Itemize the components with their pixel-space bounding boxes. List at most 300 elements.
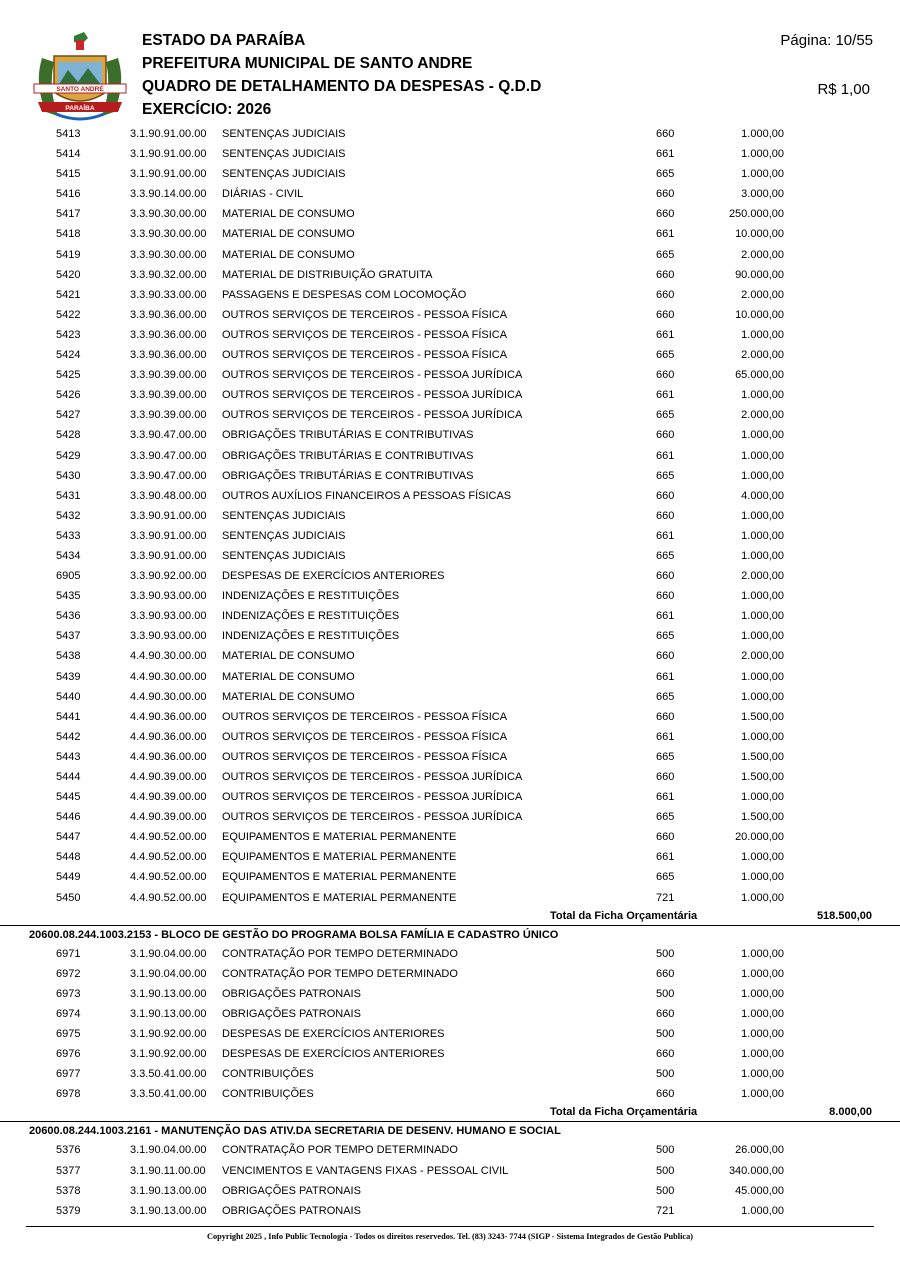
resource-source: 660	[656, 771, 675, 783]
expense-value: 90.000,00	[735, 268, 784, 281]
table-row	[0, 787, 900, 807]
resource-source: 660	[656, 429, 675, 442]
budget-section-heading	[0, 1122, 900, 1140]
expense-description: EQUIPAMENTOS E MATERIAL PERMANENTE	[222, 871, 457, 884]
resource-source: 660	[656, 570, 675, 583]
resource-source: 661	[656, 730, 675, 743]
expense-code: 3.3.90.92.00.00	[130, 570, 207, 583]
expense-value: 1.000,00	[741, 1204, 784, 1217]
expense-code: 3.3.90.30.00.00	[130, 208, 207, 221]
expense-value: 1.000,00	[741, 871, 784, 884]
expense-code: 3.3.50.41.00.00	[130, 1068, 207, 1081]
expense-description: EQUIPAMENTOS E MATERIAL PERMANENTE	[222, 851, 457, 864]
expense-value: 20.000,00	[735, 831, 784, 844]
expense-id: 5440	[56, 690, 81, 703]
expense-value: 1.000,00	[741, 168, 784, 181]
resource-source: 665	[656, 349, 675, 362]
table-row	[0, 224, 900, 244]
table-row	[0, 1084, 900, 1104]
expense-value: 1.000,00	[741, 1007, 784, 1020]
report-header	[0, 0, 900, 125]
table-row	[0, 646, 900, 666]
expense-value: 1.000,00	[741, 947, 784, 960]
expense-description: SENTENÇAS JUDICIAIS	[222, 148, 346, 161]
expense-value: 250.000,00	[728, 208, 784, 221]
expense-code: 3.3.90.91.00.00	[130, 529, 207, 542]
expense-value: 2.000,00	[741, 349, 784, 362]
expense-description: SENTENÇAS JUDICIAIS	[222, 529, 346, 542]
resource-source: 660	[656, 128, 675, 140]
expense-code: 3.3.90.47.00.00	[130, 449, 207, 462]
table-row	[0, 164, 900, 184]
expense-code: 3.3.90.36.00.00	[130, 328, 207, 341]
expense-code: 3.1.90.91.00.00	[130, 128, 207, 140]
expense-description: OUTROS SERVIÇOS DE TERCEIROS - PESSOA JURÍDICA	[222, 771, 523, 783]
expense-value: 1.000,00	[741, 549, 784, 562]
expense-description: VENCIMENTOS E VANTAGENS FIXAS - PESSOAL CIVIL	[222, 1164, 509, 1177]
table-row	[0, 1161, 900, 1181]
expense-id: 6978	[56, 1088, 81, 1101]
expense-value: 1.000,00	[741, 128, 784, 140]
expense-id: 5426	[56, 389, 81, 402]
expense-value: 1.000,00	[741, 690, 784, 703]
expense-value: 1.000,00	[741, 1048, 784, 1061]
table-row	[0, 707, 900, 727]
expense-id: 5416	[56, 188, 81, 201]
resource-source: 665	[656, 469, 675, 482]
expense-value: 2.000,00	[741, 409, 784, 422]
expense-code: 4.4.90.36.00.00	[130, 710, 207, 723]
expense-id: 5418	[56, 228, 81, 241]
expense-value: 1.000,00	[741, 389, 784, 402]
expense-code: 3.1.90.91.00.00	[130, 148, 207, 161]
expense-value: 2.000,00	[741, 650, 784, 663]
expense-id: 5431	[56, 489, 81, 502]
expense-description: PASSAGENS E DESPESAS COM LOCOMOÇÃO	[222, 288, 467, 301]
expense-code: 3.1.90.13.00.00	[130, 987, 207, 1000]
expense-description: CONTRIBUIÇÕES	[222, 1088, 314, 1101]
state-name: ESTADO DA PARAÍBA	[142, 32, 306, 49]
resource-source: 721	[656, 891, 675, 904]
resource-source: 661	[656, 670, 675, 683]
expense-value: 26.000,00	[735, 1144, 784, 1157]
expense-code: 3.3.90.30.00.00	[130, 248, 207, 261]
expense-code: 3.3.90.39.00.00	[130, 389, 207, 402]
expense-description: OBRIGAÇÕES TRIBUTÁRIAS E CONTRIBUTIVAS	[222, 449, 474, 462]
expense-code: 3.3.90.39.00.00	[130, 369, 207, 382]
expense-id: 5449	[56, 871, 81, 884]
table-row	[0, 747, 900, 767]
resource-source: 660	[656, 967, 675, 980]
expense-id: 5428	[56, 429, 81, 442]
expense-description: OUTROS SERVIÇOS DE TERCEIROS - PESSOA JURÍDICA	[222, 409, 523, 422]
expense-description: OUTROS SERVIÇOS DE TERCEIROS - PESSOA FÍSICA	[222, 750, 508, 763]
resource-source: 500	[656, 1184, 675, 1197]
expense-id: 5438	[56, 650, 81, 663]
expense-value: 1.500,00	[741, 750, 784, 763]
expense-id: 5413	[56, 128, 81, 140]
section-title: 20600.08.244.1003.2153 - BLOCO DE GESTÃO DO PROGRAMA BOLSA FAMÍLIA E CADASTRO ÚNICO	[29, 928, 559, 941]
expense-value: 2.000,00	[741, 570, 784, 583]
table-row	[0, 1181, 900, 1201]
budget-total-row	[0, 908, 900, 926]
resource-source: 665	[656, 168, 675, 181]
expense-value: 1.000,00	[741, 449, 784, 462]
expense-description: CONTRIBUIÇÕES	[222, 1068, 314, 1081]
resource-source: 660	[656, 288, 675, 301]
expense-value: 2.000,00	[741, 288, 784, 301]
expense-id: 5443	[56, 750, 81, 763]
expense-description: CONTRATAÇÃO POR TEMPO DETERMINADO	[222, 947, 458, 960]
section-title: 20600.08.244.1003.2161 - MANUTENÇÃO DAS ATIV.DA SECRETARIA DE DESENV. HUMANO E SOCIAL	[29, 1125, 561, 1138]
expense-code: 3.1.90.13.00.00	[130, 1204, 207, 1217]
expense-value: 1.000,00	[741, 328, 784, 341]
copyright-footer: Copyright 2025 , Info Public Tecnologia - Todos os direitos reservedos. Tel. (83) 3243- 7744 (SIGP - Sistema Integrados de Gestão Publica)	[206, 1232, 693, 1241]
expense-id: 5433	[56, 529, 81, 542]
resource-source: 665	[656, 248, 675, 261]
expense-id: 6977	[56, 1068, 81, 1081]
expense-description: OUTROS SERVIÇOS DE TERCEIROS - PESSOA JURÍDICA	[222, 369, 523, 382]
expense-value: 1.000,00	[741, 148, 784, 161]
resource-source: 660	[656, 489, 675, 502]
resource-source: 660	[656, 650, 675, 663]
expense-code: 4.4.90.52.00.00	[130, 891, 207, 904]
table-row	[0, 984, 900, 1004]
resource-source: 500	[656, 1164, 675, 1177]
expense-id: 5377	[56, 1164, 81, 1177]
expense-description: OUTROS SERVIÇOS DE TERCEIROS - PESSOA FÍSICA	[222, 710, 508, 723]
expense-description: SENTENÇAS JUDICIAIS	[222, 168, 346, 181]
table-row	[0, 184, 900, 204]
expense-description: INDENIZAÇÕES E RESTITUIÇÕES	[222, 610, 400, 623]
expense-value: 1.500,00	[741, 771, 784, 783]
resource-source: 660	[656, 590, 675, 603]
resource-source: 665	[656, 690, 675, 703]
logo-text-upper: SANTO ANDRÉ	[56, 86, 104, 93]
logo-text-lower: PARAÍBA	[65, 105, 95, 112]
expense-description: OUTROS SERVIÇOS DE TERCEIROS - PESSOA JURÍDICA	[222, 791, 523, 804]
expense-id: 5442	[56, 730, 81, 743]
expense-code: 4.4.90.39.00.00	[130, 811, 207, 824]
expense-code: 3.3.90.33.00.00	[130, 288, 207, 301]
expense-code: 3.3.90.47.00.00	[130, 429, 207, 442]
table-row	[0, 1064, 900, 1084]
expense-value: 10.000,00	[735, 308, 784, 321]
expense-id: 5424	[56, 349, 81, 362]
expense-value: 1.000,00	[741, 1028, 784, 1041]
table-row	[0, 245, 900, 265]
expense-code: 3.1.90.13.00.00	[130, 1184, 207, 1197]
resource-source: 500	[656, 1028, 675, 1041]
expense-value: 1.500,00	[741, 710, 784, 723]
expense-description: MATERIAL DE CONSUMO	[222, 248, 355, 261]
expense-code: 4.4.90.30.00.00	[130, 650, 207, 663]
expense-description: OUTROS SERVIÇOS DE TERCEIROS - PESSOA FÍSICA	[222, 328, 508, 341]
expense-description: SENTENÇAS JUDICIAIS	[222, 549, 346, 562]
resource-source: 500	[656, 947, 675, 960]
expense-code: 4.4.90.36.00.00	[130, 730, 207, 743]
expense-value: 1.000,00	[741, 791, 784, 804]
table-row	[0, 365, 900, 385]
expense-description: MATERIAL DE CONSUMO	[222, 208, 355, 221]
expense-id: 5430	[56, 469, 81, 482]
resource-source: 721	[656, 1204, 675, 1217]
table-row	[0, 1004, 900, 1024]
resource-source: 660	[656, 369, 675, 382]
expense-description: MATERIAL DE CONSUMO	[222, 670, 355, 683]
expense-code: 3.3.90.93.00.00	[130, 590, 207, 603]
expense-value: 1.000,00	[741, 509, 784, 522]
expense-value: 1.500,00	[741, 811, 784, 824]
expense-code: 3.3.90.36.00.00	[130, 349, 207, 362]
expense-value: 1.000,00	[741, 529, 784, 542]
resource-source: 660	[656, 208, 675, 221]
expense-id: 6975	[56, 1028, 81, 1041]
table-row	[0, 667, 900, 687]
expense-code: 4.4.90.39.00.00	[130, 791, 207, 804]
resource-source: 660	[656, 308, 675, 321]
expense-code: 4.4.90.52.00.00	[130, 851, 207, 864]
expense-description: OUTROS SERVIÇOS DE TERCEIROS - PESSOA FÍSICA	[222, 308, 508, 321]
exercise-year: EXERCÍCIO: 2026	[142, 101, 272, 118]
expense-id: 5423	[56, 328, 81, 341]
resource-source: 500	[656, 1068, 675, 1081]
expense-id: 5445	[56, 791, 81, 804]
expense-description: OBRIGAÇÕES TRIBUTÁRIAS E CONTRIBUTIVAS	[222, 429, 474, 442]
expense-value: 2.000,00	[741, 248, 784, 261]
resource-source: 665	[656, 871, 675, 884]
expense-code: 3.1.90.11.00.00	[130, 1164, 206, 1177]
expense-detail-table	[0, 124, 900, 1221]
resource-source: 661	[656, 610, 675, 623]
resource-source: 661	[656, 328, 675, 341]
expense-description: CONTRATAÇÃO POR TEMPO DETERMINADO	[222, 1144, 458, 1157]
expense-id: 5419	[56, 248, 81, 261]
expense-id: 5422	[56, 308, 81, 321]
expense-description: DESPESAS DE EXERCÍCIOS ANTERIORES	[222, 570, 445, 583]
resource-source: 665	[656, 549, 675, 562]
table-row	[0, 1044, 900, 1064]
expense-value: 1.000,00	[741, 730, 784, 743]
expense-code: 3.1.90.13.00.00	[130, 1007, 207, 1020]
table-row	[0, 466, 900, 486]
expense-id: 6972	[56, 967, 81, 980]
expense-description: EQUIPAMENTOS E MATERIAL PERMANENTE	[222, 891, 457, 904]
budget-total-row	[0, 1104, 900, 1122]
expense-id: 5436	[56, 610, 81, 623]
expense-value: 10.000,00	[735, 228, 784, 241]
expense-description: INDENIZAÇÕES E RESTITUIÇÕES	[222, 590, 400, 603]
page-number: Página: 10/55	[780, 32, 873, 49]
resource-source: 661	[656, 851, 675, 864]
expense-code: 3.3.90.93.00.00	[130, 610, 207, 623]
table-row	[0, 888, 900, 908]
resource-source: 660	[656, 710, 675, 723]
expense-id: 5439	[56, 670, 81, 683]
table-row	[0, 204, 900, 224]
expense-description: EQUIPAMENTOS E MATERIAL PERMANENTE	[222, 831, 457, 844]
expense-description: DESPESAS DE EXERCÍCIOS ANTERIORES	[222, 1028, 445, 1041]
expense-code: 4.4.90.39.00.00	[130, 771, 207, 783]
expense-id: 5450	[56, 891, 81, 904]
expense-value: 1.000,00	[741, 967, 784, 980]
resource-source: 661	[656, 389, 675, 402]
table-row	[0, 285, 900, 305]
expense-id: 5379	[56, 1204, 81, 1217]
table-row	[0, 1140, 900, 1160]
table-row	[0, 546, 900, 566]
expense-value: 1.000,00	[741, 987, 784, 1000]
total-value: 8.000,00	[829, 1106, 872, 1119]
table-row	[0, 964, 900, 984]
expense-value: 1.000,00	[741, 590, 784, 603]
expense-code: 3.3.90.39.00.00	[130, 409, 207, 422]
expense-id: 5434	[56, 549, 81, 562]
expense-id: 5432	[56, 509, 81, 522]
expense-code: 4.4.90.52.00.00	[130, 871, 207, 884]
expense-description: OUTROS AUXÍLIOS FINANCEIROS A PESSOAS FÍSICAS	[222, 489, 512, 502]
expense-code: 3.3.90.91.00.00	[130, 509, 207, 522]
expense-description: MATERIAL DE DISTRIBUIÇÃO GRATUITA	[222, 268, 433, 281]
table-row	[0, 345, 900, 365]
table-row	[0, 566, 900, 586]
expense-id: 6971	[56, 947, 81, 960]
expense-value: 4.000,00	[741, 489, 784, 502]
expense-id: 6974	[56, 1007, 81, 1020]
expense-id: 5446	[56, 811, 81, 824]
expense-id: 5435	[56, 590, 81, 603]
expense-description: MATERIAL DE CONSUMO	[222, 228, 355, 241]
expense-id: 5429	[56, 449, 81, 462]
resource-source: 661	[656, 228, 675, 241]
expense-id: 5427	[56, 409, 81, 422]
table-row	[0, 526, 900, 546]
expense-id: 6905	[56, 570, 81, 583]
expense-id: 5444	[56, 771, 81, 783]
report-title: QUADRO DE DETALHAMENTO DA DESPESAS - Q.D.D	[142, 78, 542, 95]
expense-id: 5415	[56, 168, 81, 181]
expense-description: OUTROS SERVIÇOS DE TERCEIROS - PESSOA JURÍDICA	[222, 389, 523, 402]
table-row	[0, 606, 900, 626]
resource-source: 661	[656, 449, 675, 462]
table-row	[0, 506, 900, 526]
table-row	[0, 727, 900, 747]
resource-source: 661	[656, 148, 675, 161]
expense-code: 3.3.90.32.00.00	[130, 268, 207, 281]
table-row	[0, 265, 900, 285]
resource-source: 661	[656, 529, 675, 542]
table-row	[0, 626, 900, 646]
total-value: 518.500,00	[816, 909, 872, 922]
table-row	[0, 405, 900, 425]
table-row	[0, 767, 900, 787]
expense-code: 4.4.90.30.00.00	[130, 690, 207, 703]
table-row	[0, 144, 900, 164]
expense-code: 3.1.90.92.00.00	[130, 1048, 207, 1061]
expense-code: 3.3.90.36.00.00	[130, 308, 207, 321]
table-row	[0, 446, 900, 466]
expense-code: 3.3.90.30.00.00	[130, 228, 207, 241]
expense-value: 45.000,00	[735, 1184, 784, 1197]
expense-value: 1.000,00	[741, 429, 784, 442]
expense-value: 340.000,00	[728, 1164, 784, 1177]
table-row	[0, 305, 900, 325]
expense-value: 1.000,00	[741, 1068, 784, 1081]
expense-description: OBRIGAÇÕES PATRONAIS	[222, 1184, 361, 1197]
expense-description: OBRIGAÇÕES TRIBUTÁRIAS E CONTRIBUTIVAS	[222, 469, 474, 482]
expense-description: DIÁRIAS - CIVIL	[222, 188, 304, 201]
table-row	[0, 867, 900, 887]
municipal-coat-of-arms-logo	[28, 28, 132, 124]
expense-id: 6973	[56, 987, 81, 1000]
resource-source: 661	[656, 791, 675, 804]
expense-description: SENTENÇAS JUDICIAIS	[222, 128, 346, 140]
expense-value: 1.000,00	[741, 891, 784, 904]
table-row	[0, 325, 900, 345]
table-row	[0, 1201, 900, 1221]
table-row	[0, 586, 900, 606]
expense-description: INDENIZAÇÕES E RESTITUIÇÕES	[222, 630, 400, 643]
expense-id: 5441	[56, 710, 81, 723]
expense-code: 3.3.90.47.00.00	[130, 469, 207, 482]
expense-id: 6976	[56, 1048, 81, 1061]
table-row	[0, 687, 900, 707]
resource-source: 665	[656, 811, 675, 824]
total-label: Total da Ficha Orçamentária	[550, 1106, 698, 1119]
expense-code: 3.3.50.41.00.00	[130, 1088, 207, 1101]
table-row	[0, 124, 900, 144]
expense-code: 4.4.90.52.00.00	[130, 831, 207, 844]
expense-code: 4.4.90.30.00.00	[130, 670, 207, 683]
expense-code: 3.1.90.04.00.00	[130, 1144, 207, 1157]
expense-description: DESPESAS DE EXERCÍCIOS ANTERIORES	[222, 1048, 445, 1061]
table-row	[0, 847, 900, 867]
resource-source: 660	[656, 1007, 675, 1020]
table-row	[0, 385, 900, 405]
expense-value: 1.000,00	[741, 1088, 784, 1101]
expense-code: 3.3.90.48.00.00	[130, 489, 207, 502]
expense-id: 5417	[56, 208, 81, 221]
expense-code: 3.1.90.04.00.00	[130, 947, 207, 960]
resource-source: 500	[656, 1144, 675, 1157]
table-row	[0, 807, 900, 827]
total-label: Total da Ficha Orçamentária	[550, 909, 698, 922]
table-row	[0, 486, 900, 506]
expense-value: 1.000,00	[741, 851, 784, 864]
expense-value: 3.000,00	[741, 188, 784, 201]
expense-id: 5378	[56, 1184, 81, 1197]
budget-section-heading	[0, 926, 900, 944]
expense-id: 5421	[56, 288, 81, 301]
expense-value: 1.000,00	[741, 610, 784, 623]
expense-id: 5425	[56, 369, 81, 382]
expense-id: 5448	[56, 851, 81, 864]
expense-description: OUTROS SERVIÇOS DE TERCEIROS - PESSOA FÍSICA	[222, 730, 508, 743]
footer-divider	[26, 1226, 874, 1227]
expense-value: 1.000,00	[741, 670, 784, 683]
resource-source: 660	[656, 831, 675, 844]
expense-code: 3.1.90.91.00.00	[130, 168, 207, 181]
resource-source: 660	[656, 1048, 675, 1061]
table-row	[0, 1024, 900, 1044]
resource-source: 660	[656, 188, 675, 201]
table-row	[0, 944, 900, 964]
expense-description: OBRIGAÇÕES PATRONAIS	[222, 987, 361, 1000]
resource-source: 660	[656, 509, 675, 522]
expense-id: 5420	[56, 268, 81, 281]
expense-code: 3.3.90.93.00.00	[130, 630, 207, 643]
expense-id: 5447	[56, 831, 81, 844]
